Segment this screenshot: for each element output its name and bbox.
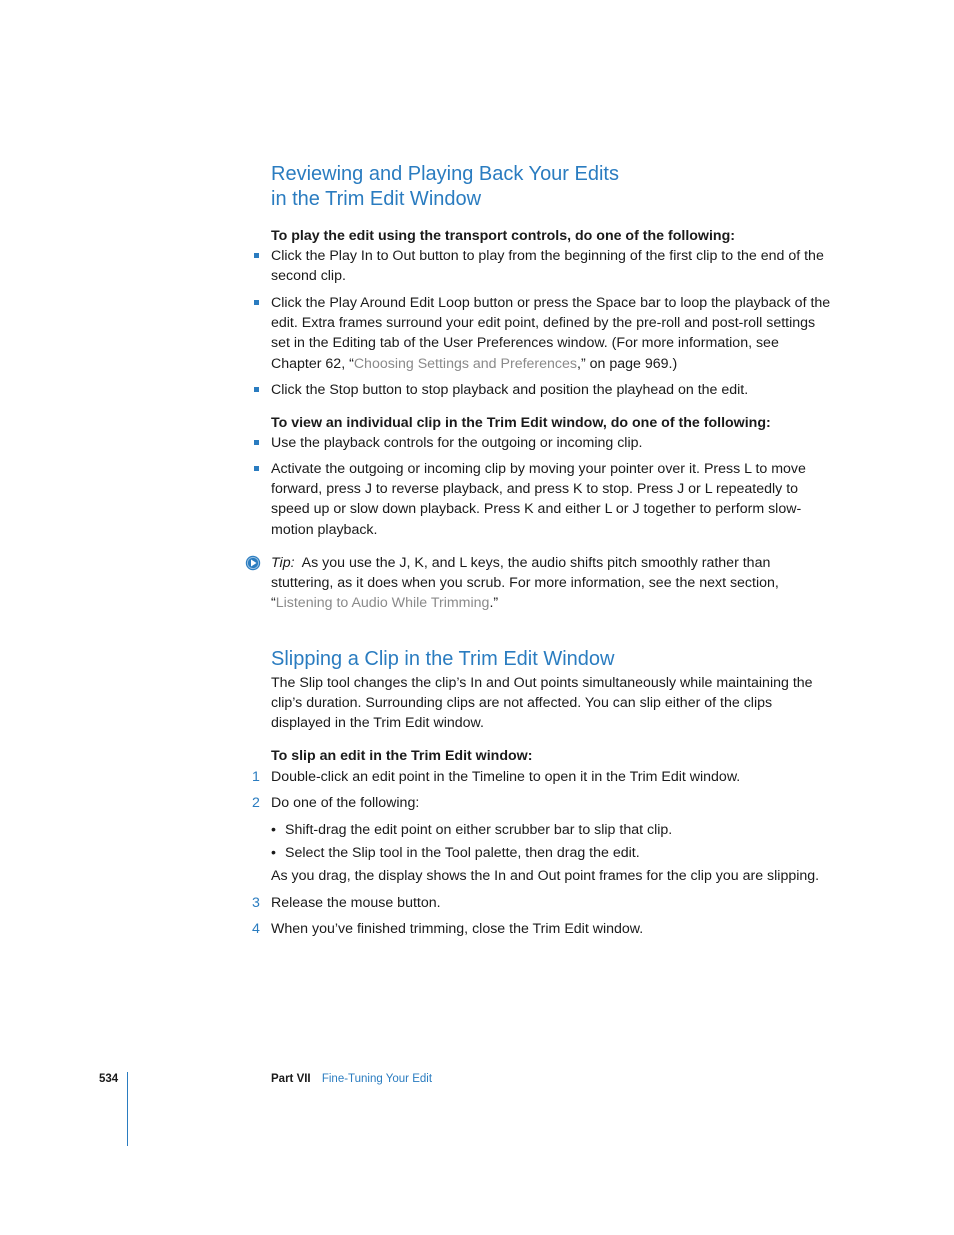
square-bullet-icon — [254, 466, 259, 471]
step-number: 4 — [252, 921, 260, 937]
section-title-slipping: Slipping a Clip in the Trim Edit Window — [271, 648, 615, 670]
bullet-play-in-out: Click the Play In to Out button to play from the beginning of the first clip to the end of the second clip. — [271, 248, 824, 285]
step-number: 2 — [252, 795, 260, 811]
instruction-individual-clip: To view an individual clip in the Trim Edit window, do one of the following: — [271, 415, 771, 431]
bullet-activate-clip: Activate the outgoing or incoming clip by moving your pointer over it. Press L to move forward, press J to reverse playback, and press K to stop. Press J or L repeatedly to speed up or slow down playback. Press K and either L or J together to perform slow-motion playback. — [271, 461, 806, 538]
instruction-slip: To slip an edit in the Trim Edit window: — [271, 748, 533, 764]
step-text: Release the mouse button. — [271, 895, 441, 911]
tip-text: As you use the J, K, and L keys, the audio shifts pitch smoothly rather than stuttering, as it does when you scrub. For more information, see the next section, “ — [271, 555, 779, 612]
slip-intro-paragraph: The Slip tool changes the clip’s In and Out points simultaneously while maintaining the clip’s duration. Surrounding clips are not affected. You can slip either of the clips displayed in the Trim Edit window. — [271, 675, 813, 732]
tip-text-after: .” — [489, 595, 499, 612]
sub-bullet-slip-tool: Select the Slip tool in the Tool palette, then drag the edit. — [285, 845, 640, 861]
tip-paragraph — [271, 553, 831, 614]
page-number: 534 — [99, 1073, 119, 1085]
step-number: 3 — [252, 895, 260, 911]
play-circle-icon — [245, 555, 261, 571]
square-bullet-icon — [254, 440, 259, 445]
step-number: 1 — [252, 769, 260, 785]
step-text: Do one of the following: — [271, 795, 420, 811]
bullet-text-after: ,” on page 969.) — [577, 355, 678, 372]
instruction-transport: To play the edit using the transport controls, do one of the following: — [271, 228, 735, 244]
sub-bullet-dot: • — [271, 822, 276, 838]
title-line-2: in the Trim Edit Window — [271, 188, 482, 210]
bullet-playback-controls: Use the playback controls for the outgoing or incoming clip. — [271, 435, 643, 451]
footer-part — [271, 1073, 432, 1085]
part-label: Part VII — [271, 1073, 311, 1085]
step-text: When you’ve finished trimming, close the Trim Edit window. — [271, 921, 644, 937]
bullet-text: Click the Play Around Edit Loop button or press the Space bar to loop the playback of the edit. Extra frames surround your edit point, defined by the pre-roll and post-roll settings set in the Editing tab of the User Preferences window. (For more information, see Chapter 62, “ — [271, 295, 831, 372]
square-bullet-icon — [254, 300, 259, 305]
section-title-reviewing — [271, 162, 619, 212]
sub-bullet-shift-drag: Shift-drag the edit point on either scrubber bar to slip that clip. — [285, 822, 673, 838]
tip-label: Tip: — [271, 555, 295, 571]
after-step-note: As you drag, the display shows the In and Out point frames for the clip you are slipping. — [271, 868, 820, 884]
square-bullet-icon — [254, 253, 259, 258]
square-bullet-icon — [254, 387, 259, 392]
sub-bullet-dot: • — [271, 845, 276, 861]
link-listening-audio[interactable]: Listening to Audio While Trimming — [275, 595, 490, 612]
title-line-1: Reviewing and Playing Back Your Edits — [271, 163, 619, 185]
footer-divider — [127, 1072, 128, 1146]
bullet-stop: Click the Stop button to stop playback and position the playhead on the edit. — [271, 382, 749, 398]
bullet-play-around-edit — [271, 293, 831, 374]
link-choosing-settings[interactable]: Choosing Settings and Preferences — [353, 355, 578, 372]
step-text: Double-click an edit point in the Timeline to open it in the Trim Edit window. — [271, 769, 741, 785]
part-title: Fine-Tuning Your Edit — [321, 1073, 433, 1085]
